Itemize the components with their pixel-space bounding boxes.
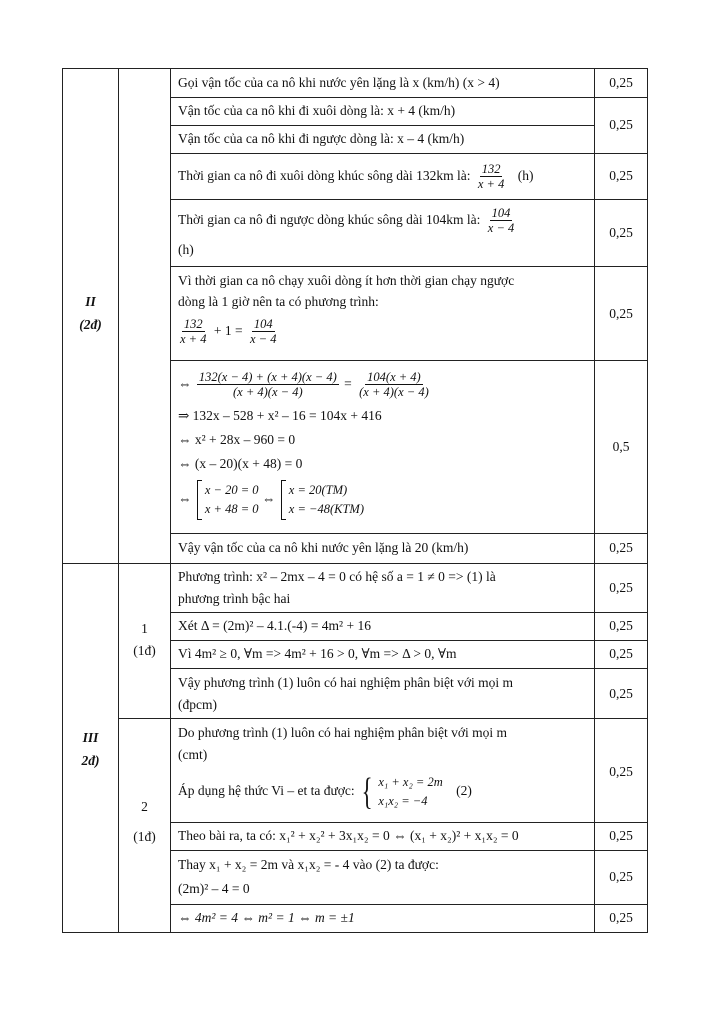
brace-system bbox=[358, 770, 443, 813]
table-border bbox=[647, 68, 648, 932]
section-number: II bbox=[85, 294, 96, 309]
part-number: 1 bbox=[141, 621, 148, 636]
table-border bbox=[170, 360, 648, 361]
denominator: (x + 4)(x − 4) bbox=[359, 385, 429, 400]
table-border bbox=[594, 68, 595, 932]
row-text: Vận tốc của ca nô khi đi xuôi dòng là: x + 4 (km/h) bbox=[178, 103, 456, 118]
row-score: 0,25 bbox=[609, 764, 633, 779]
row-text bbox=[178, 722, 590, 816]
table-border bbox=[170, 199, 648, 200]
row-text-label: Thời gian ca nô đi ngược dòng khúc sông dài 104km là: bbox=[178, 212, 481, 227]
equation-tag: (2) bbox=[456, 783, 472, 798]
denominator: x − 4 bbox=[249, 332, 277, 347]
row-score: 0,25 bbox=[609, 828, 633, 843]
part-points: (1đ) bbox=[133, 643, 156, 658]
bracket-system bbox=[279, 480, 364, 520]
row-text-label: Áp dụng hệ thức Vi – et ta được: bbox=[178, 783, 355, 798]
row-text bbox=[178, 270, 590, 346]
bracket bbox=[281, 480, 286, 520]
row-score: 0,25 bbox=[609, 580, 633, 595]
denominator: x + 4 bbox=[180, 332, 207, 347]
section-label bbox=[63, 292, 118, 335]
row-text: Vậy vận tốc của ca nô khi nước yên lặng là 20 (km/h) bbox=[178, 540, 469, 555]
part-number: 2 bbox=[141, 799, 148, 814]
solution-steps bbox=[178, 364, 590, 522]
system-line: x₁ + x₂ = 2m bbox=[378, 774, 443, 789]
row-text-line: Vì thời gian ca nô chạy xuôi dòng ít hơn thời gian chạy ngược bbox=[178, 273, 515, 288]
row-score: 0,25 bbox=[609, 869, 633, 884]
row-text: Vận tốc của ca nô khi đi ngược dòng là: x – 4 (km/h) bbox=[178, 131, 465, 146]
vieta-line bbox=[178, 766, 590, 816]
section-points: (2đ) bbox=[79, 317, 102, 332]
numerator: 104 bbox=[253, 317, 273, 332]
table-border bbox=[170, 850, 648, 851]
system-line: x = 20(TM) bbox=[288, 482, 348, 497]
table-border bbox=[170, 68, 171, 932]
implies-symbol: ⇔ bbox=[178, 491, 192, 506]
solution-line bbox=[178, 476, 590, 522]
row-score: 0,25 bbox=[609, 225, 633, 240]
table-border bbox=[170, 125, 595, 126]
fraction bbox=[357, 370, 431, 399]
table-border bbox=[170, 266, 648, 267]
row-text: Theo bài ra, ta có: x₁² + x₂² + 3x₁x₂ = 0 ⇔ (x₁ + x₂)² + x₁x₂ = 0 bbox=[178, 828, 519, 843]
row-score: 0,25 bbox=[609, 618, 633, 633]
row-score: 0,25 bbox=[609, 540, 633, 555]
row-score: 0,5 bbox=[612, 439, 630, 454]
row-text-line: (cmt) bbox=[178, 747, 208, 762]
solution-line: ⇔ x² + 28x – 960 = 0 bbox=[178, 432, 296, 447]
row-text-label: Thời gian ca nô đi xuôi dòng khúc sông dài 132km là: bbox=[178, 168, 471, 183]
part-label bbox=[119, 796, 170, 848]
row-score: 0,25 bbox=[609, 168, 633, 183]
row-text-line: (đpcm) bbox=[178, 697, 217, 712]
row-text bbox=[178, 156, 590, 196]
system-line: x = −48(KTM) bbox=[288, 501, 364, 516]
solution-line: ⇒ 132x – 528 + x² – 16 = 104x + 416 bbox=[178, 408, 382, 423]
row-text-line: Phương trình: x² – 2mx – 4 = 0 có hệ số a = 1 ≠ 0 => (1) là bbox=[178, 569, 496, 584]
numerator: 104(x + 4) bbox=[367, 370, 421, 385]
row-text: Vì 4m² ≥ 0, ∀m => 4m² + 16 > 0, ∀m => Δ > 0, ∀m bbox=[178, 646, 457, 661]
implies-symbol: ⇔ bbox=[261, 491, 276, 506]
equation-operator: + 1 = bbox=[213, 323, 243, 338]
solution-line bbox=[178, 364, 590, 404]
table-border bbox=[62, 68, 648, 69]
row-score: 0,25 bbox=[609, 117, 633, 132]
section-label bbox=[63, 728, 118, 771]
part-label bbox=[119, 618, 170, 662]
row-text bbox=[178, 202, 590, 262]
denominator: x + 4 bbox=[477, 177, 505, 192]
unit: (h) bbox=[178, 242, 194, 257]
section-points: 2đ) bbox=[81, 753, 100, 768]
part-points: (1đ) bbox=[133, 829, 156, 844]
table-border bbox=[170, 668, 648, 669]
table-border bbox=[170, 97, 648, 98]
denominator: (x + 4)(x − 4) bbox=[233, 385, 303, 400]
table-border bbox=[118, 718, 648, 719]
row-text-line: Vậy phương trình (1) luôn có hai nghiệm phân biệt với mọi m bbox=[178, 675, 514, 690]
table-border bbox=[170, 612, 648, 613]
fraction bbox=[178, 317, 208, 346]
numerator: 132 bbox=[481, 162, 501, 177]
row-text-line: Thay x₁ + x₂ = 2m và x₁x₂ = - 4 vào (2) ta được: bbox=[178, 857, 439, 872]
numerator: 132(x − 4) + (x + 4)(x − 4) bbox=[198, 370, 337, 385]
table-border bbox=[170, 533, 648, 534]
unit: (h) bbox=[517, 168, 534, 183]
system-line: x + 48 = 0 bbox=[204, 501, 259, 516]
row-text: ⇔ 4m² = 4 ⇔ m² = 1 ⇔ m = ±1 bbox=[178, 910, 355, 925]
bracket bbox=[197, 480, 202, 520]
denominator: x − 4 bbox=[487, 221, 515, 236]
numerator: 104 bbox=[491, 206, 511, 221]
row-score: 0,25 bbox=[609, 306, 633, 321]
row-text-line: dòng là 1 giờ nên ta có phương trình: bbox=[178, 294, 379, 309]
implies-symbol: ⇔ bbox=[178, 376, 192, 391]
table-border bbox=[62, 932, 648, 933]
fraction bbox=[248, 317, 278, 346]
table-border bbox=[62, 68, 63, 932]
table-border bbox=[170, 640, 648, 641]
fraction bbox=[486, 206, 516, 235]
section-number: III bbox=[82, 730, 99, 745]
fraction bbox=[476, 162, 506, 191]
row-text-line: (2m)² – 4 = 0 bbox=[178, 881, 250, 896]
row-text: Gọi vận tốc của ca nô khi nước yên lặng là x (km/h) (x > 4) bbox=[178, 75, 500, 90]
row-text bbox=[178, 566, 590, 610]
row-score: 0,25 bbox=[609, 646, 633, 661]
brace: { bbox=[361, 770, 373, 813]
row-text-line: Do phương trình (1) luôn có hai nghiệm phân biệt với mọi m bbox=[178, 725, 508, 740]
table-border bbox=[170, 153, 648, 154]
row-text-line: phương trình bậc hai bbox=[178, 591, 291, 606]
system-line: x₁x₂ = −4 bbox=[378, 793, 428, 808]
table-border bbox=[62, 563, 648, 564]
equation bbox=[178, 316, 590, 346]
numerator: 132 bbox=[183, 317, 203, 332]
table-border bbox=[170, 822, 648, 823]
row-text: Xét Δ = (2m)² – 4.1.(-4) = 4m² + 16 bbox=[178, 618, 371, 633]
row-text bbox=[178, 672, 590, 716]
fraction bbox=[197, 370, 339, 399]
row-score: 0,25 bbox=[609, 75, 633, 90]
row-text bbox=[178, 853, 590, 901]
row-score: 0,25 bbox=[609, 910, 633, 925]
table-border bbox=[170, 904, 648, 905]
system-line: x − 20 = 0 bbox=[204, 482, 259, 497]
row-score: 0,25 bbox=[609, 686, 633, 701]
solution-line: ⇔ (x – 20)(x + 48) = 0 bbox=[178, 456, 303, 471]
equals-symbol: = bbox=[344, 376, 352, 391]
bracket-system bbox=[195, 480, 259, 520]
